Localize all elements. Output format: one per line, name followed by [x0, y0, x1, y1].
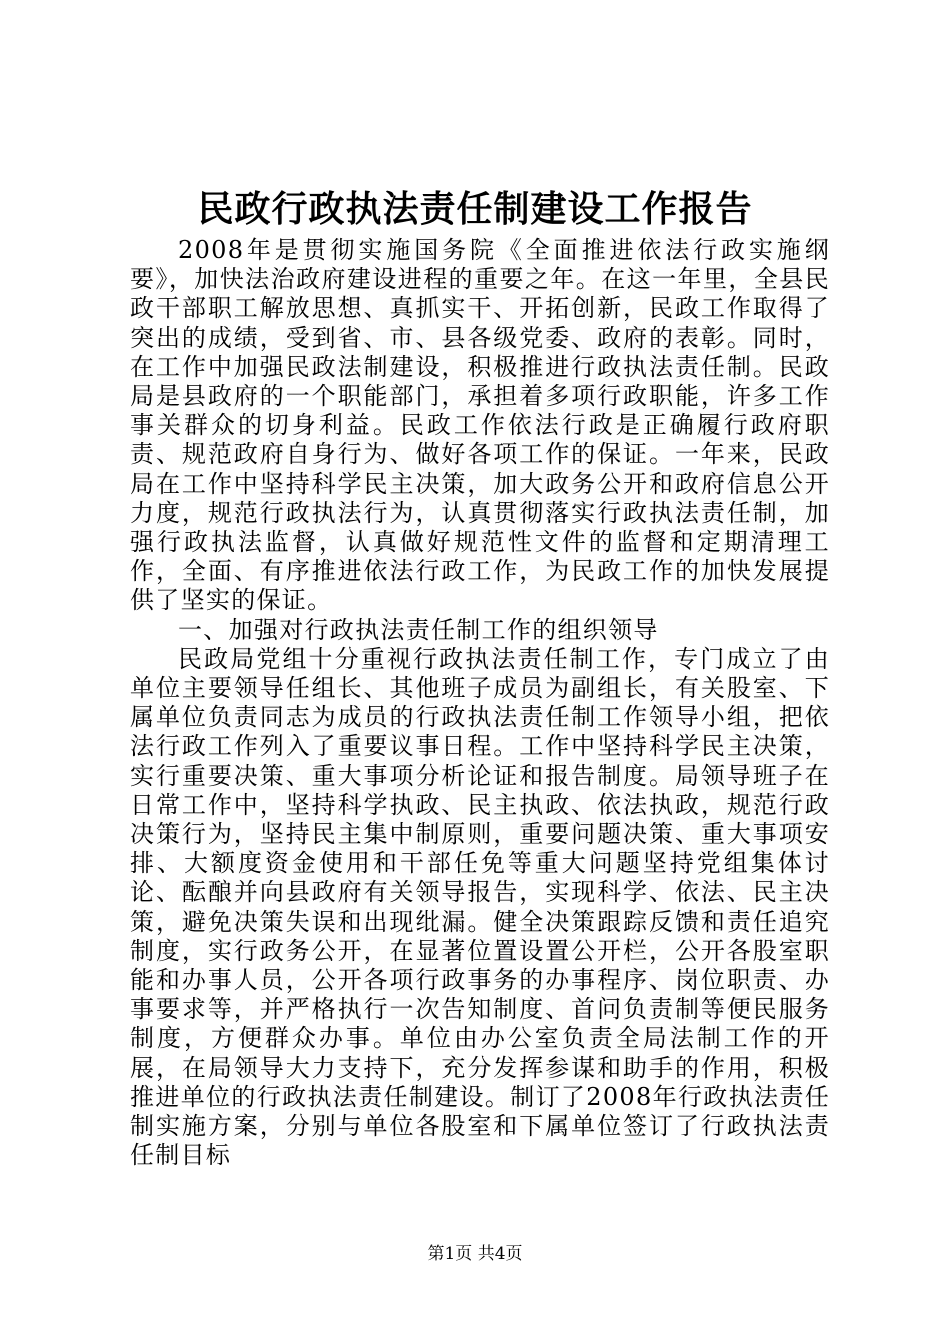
paragraph-intro: 2008年是贯彻实施国务院《全面推进依法行政实施纲要》，加快法治政府建设进程的重要之年。在这一年里，全县民政干部职工解放思想、真抓实干、开拓创新，民政工作取得了突出的成绩，受到省、市、县各级党委、政府的表彰。同时，在工作中加强民政法制建设，积极推进行政执法责任制。民政局是县政府的一个职能部门，承担着多项行政职能，许多工作事关群众的切身利益。民政工作依法行政是正确履行政府职责、规范政府自身行为、做好各项工作的保证。一年来，民政局在工作中坚持科学民主决策，加大政务公开和政府信息公开力度，规范行政执法行为，认真贯彻落实行政执法责任制，加强行政执法监督，认真做好规范性文件的监督和定期清理工作，全面、有序推进依法行政工作，为民政工作的加快发展提供了坚实的保证。 — [130, 236, 830, 615]
paragraph-section-1: 民政局党组十分重视行政执法责任制工作，专门成立了由单位主要领导任组长、其他班子成员为副组长，有关股室、下属单位负责同志为成员的行政执法责任制工作领导小组，把依法行政工作列入了重要议事日程。工作中坚持科学民主决策，实行重要决策、重大事项分析论证和报告制度。局领导班子在日常工作中，坚持科学执政、民主执政、依法执政，规范行政决策行为，坚持民主集中制原则，重要问题决策、重大事项安排、大额度资金使用和干部任免等重大问题坚持党组集体讨论、酝酿并向县政府有关领导报告，实现科学、依法、民主决策，避免决策失误和出现纰漏。健全决策跟踪反馈和责任追究制度，实行政务公开，在显著位置设置公开栏，公开各股室职能和办事人员，公开各项行政事务的办事程序、岗位职责、办事要求等，并严格执行一次告知制度、首问负责制等便民服务制度，方便群众办事。单位由办公室负责全局法制工作的开展，在局领导大力支持下，充分发挥参谋和助手的作用，积极推进单位的行政执法责任制建设。制订了2008年行政执法责任制实施方案，分别与单位各股室和下属单位签订了行政执法责任制目标 — [130, 644, 830, 1170]
document-body — [130, 236, 830, 1171]
section-heading-1: 一、加强对行政执法责任制工作的组织领导 — [178, 615, 659, 644]
document-title: 民政行政执法责任制建设工作报告 — [197, 188, 753, 230]
page-footer: 第1页 共4页 — [427, 1244, 523, 1264]
